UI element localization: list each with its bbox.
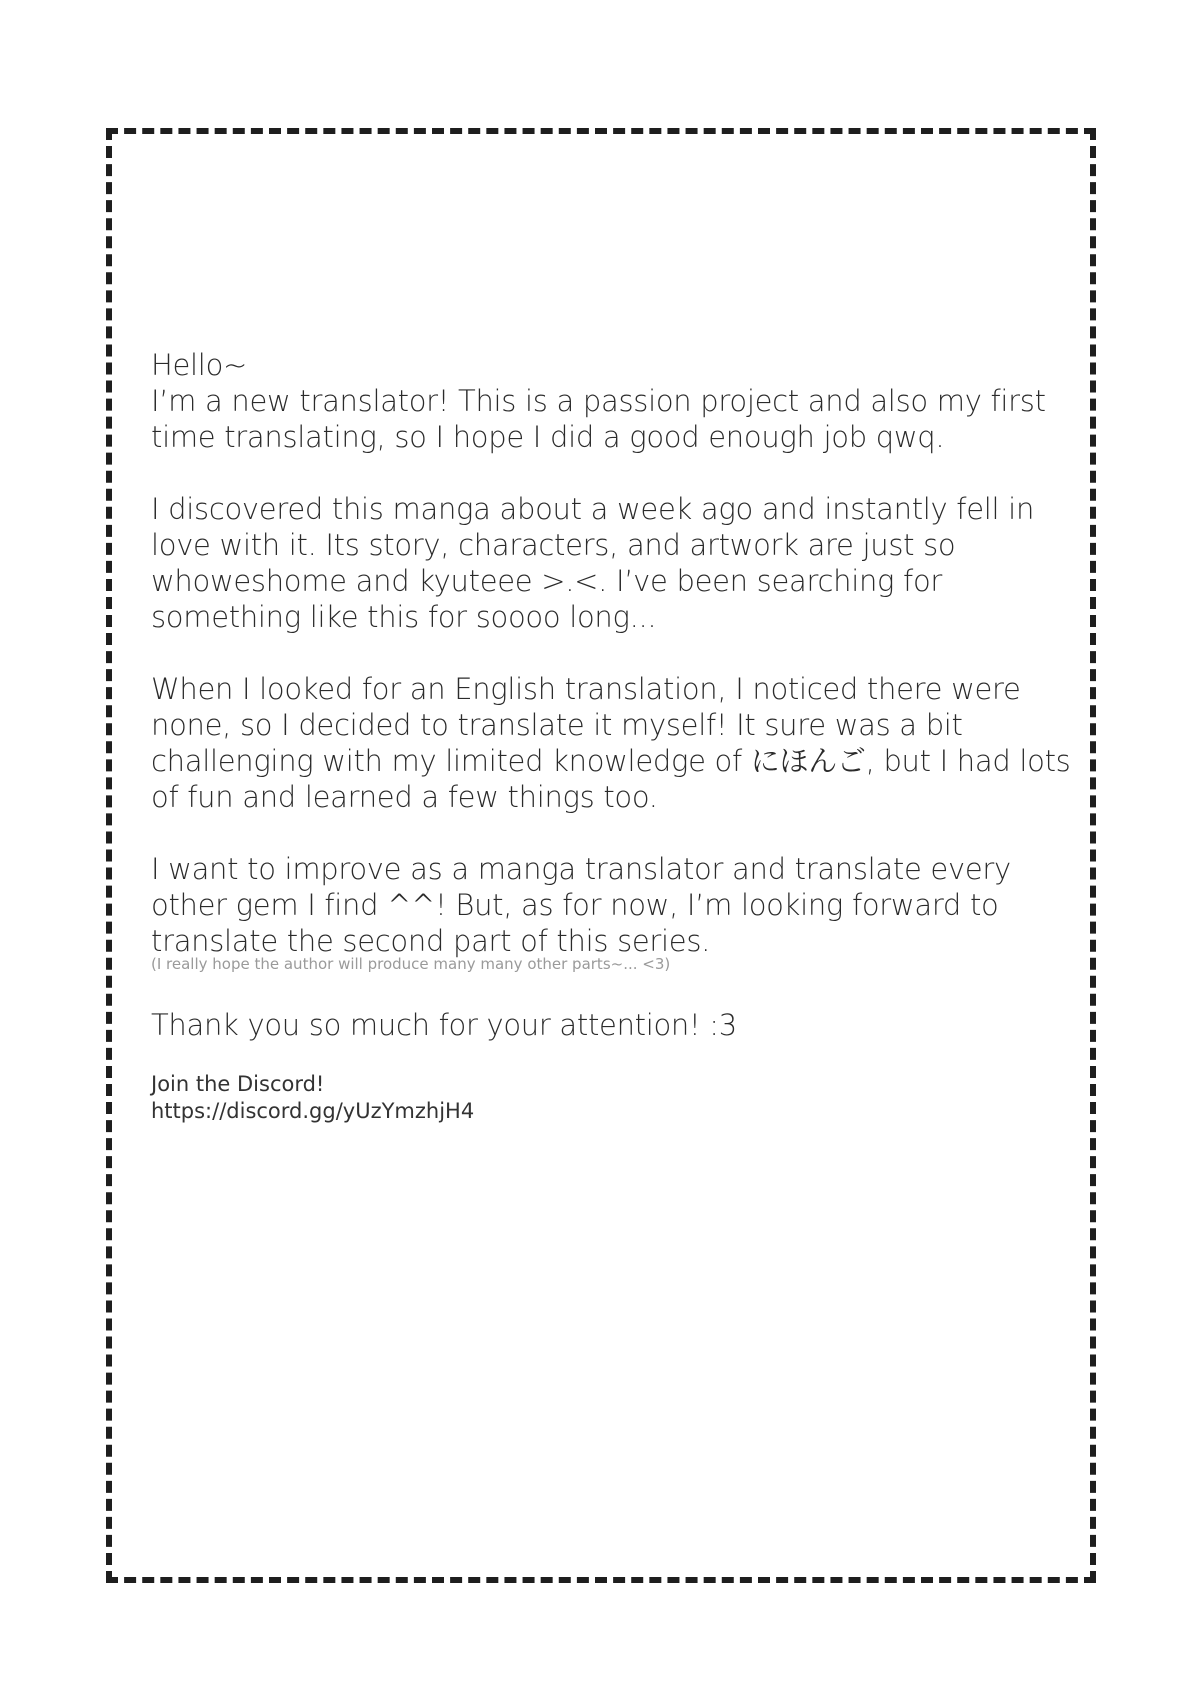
intro-paragraph: I’m a new translator! This is a passion project and also my first time translating, so I hope I did a good enough job qwq.	[151, 384, 1046, 454]
translation-paragraph: When I looked for an English translation, I noticed there were none, so I decided to translate it myself! It sure was a bit challenging with my limited knowledge of にほんご, but I had lots of fun and learned a few things too.	[151, 672, 1071, 814]
discovery-paragraph: I discovered this manga about a week ago and instantly fell in love with it. Its story, characters, and artwork are just so whoweshome and kyuteee >.<. I’ve been searching for something like this for soooo long...	[151, 492, 1035, 634]
discord-link[interactable]: https://discord.gg/yUzYmzhjH4	[151, 1099, 475, 1123]
discord-label: Join the Discord!	[151, 1072, 325, 1096]
paragraph-spacer	[151, 815, 1071, 851]
paragraph-spacer	[151, 635, 1071, 671]
improve-paragraph: I want to improve as a manga translator and translate every other gem I find ^^! But, as for now, I’m looking forward to translate the second part of this series.	[151, 852, 1011, 958]
discord-section	[151, 1071, 1071, 1125]
greeting-text: Hello~	[151, 348, 248, 382]
thanks-text: Thank you so much for your attention! :3	[151, 1008, 737, 1042]
paragraph-spacer	[151, 455, 1071, 491]
aside-note: (I really hope the author will produce many many other parts~... <3)	[151, 955, 671, 973]
letter-body	[151, 347, 1071, 1125]
